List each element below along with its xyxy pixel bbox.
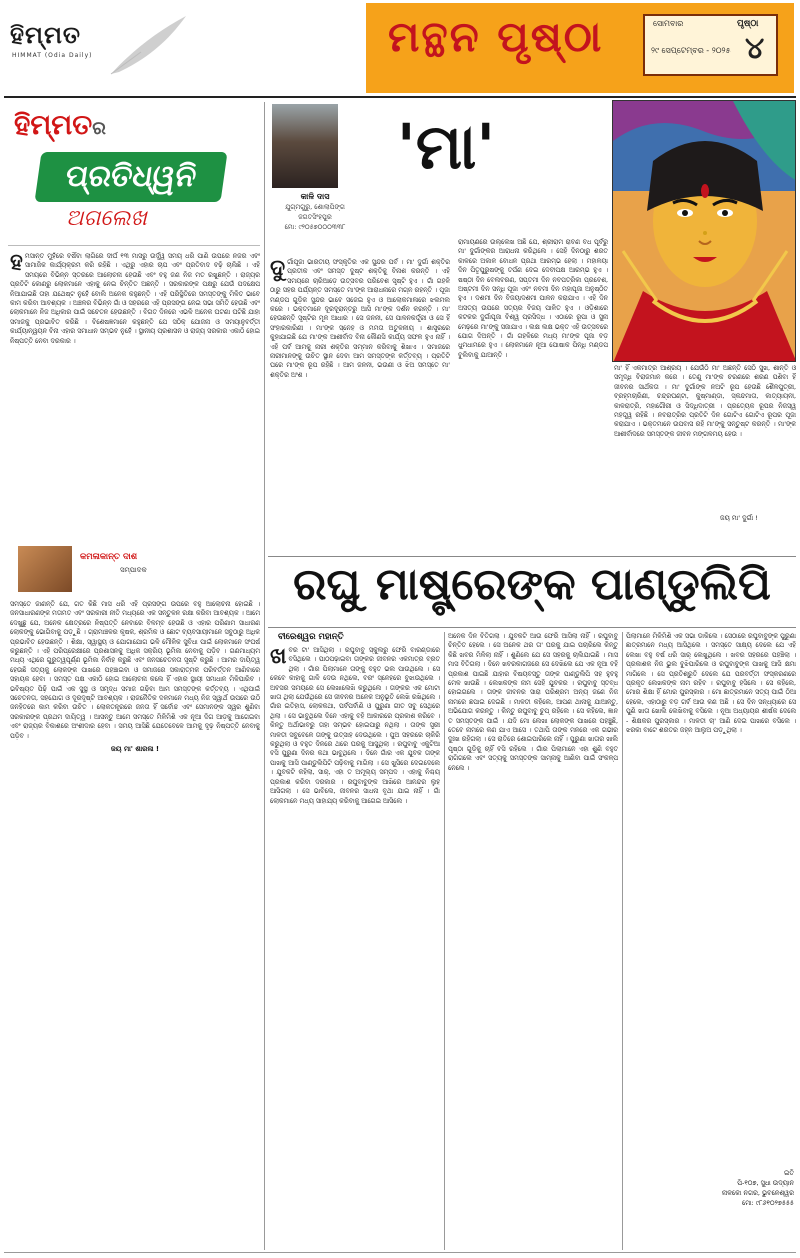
brand-pratidhwani: ପ୍ରତିଧ୍ୱନି xyxy=(34,152,227,202)
logo-subtitle: HIMMAT (Odia Daily) xyxy=(12,52,93,59)
editorial-paragraph-1: ମସାନ୍ତ ମୁହଁରେ ବର୍ଷିବା ଲାଗିରେ ଦୀର୍ଘ ୧୩ ମାସରୁ ଉର୍ଦ୍ଧ୍ୱ ସମୟ ଧରି ପାଣି ଉପରେ ନଜର ଏବଂ ସାମାଜିକ କାର୍ଯ୍ୟକ୍ରମ କରି ରହିଛି । ଏଥିରୁ ଏହାର ଚାପ ଏବଂ ପ୍ରତିବାଦ ବଢ଼ି ଚାଲିଛି । ଏହି ସମୟରେ ବିଭିନ୍ନ ସ୍ତରରେ ଆଲୋଚନା ହେଉଛି ଏବଂ ବହୁ ଜଣ ନିଜ ମତ ରଖୁଛନ୍ତି । ରାଜ୍ୟର ପ୍ରତିଟି କୋଣରୁ ଲୋକମାନେ ଏହାକୁ ନେଇ ଚିନ୍ତିତ ଅଛନ୍ତି । ସରକାରଙ୍କ ପକ୍ଷରୁ ଯେଉଁ ପଦକ୍ଷେପ ନିଆଯାଇଛି ତାହା ଯଥେଷ୍ଟ ନୁହେଁ ବୋଲି ଅନେକ କହୁଛନ୍ତି । ଏହି ପରିସ୍ଥିତିରେ ସମସ୍ତଙ୍କୁ ମିଳିତ ଭାବେ କାମ କରିବା ଆବଶ୍ୟକ । ଅଞ୍ଚଳର ବିଭିନ୍ନ ଗାଁ ଓ ସହରରେ ଏହି ପ୍ରସଙ୍ଗ ନେଇ ସଭା ସମିତି ହେଉଛି ଏବଂ ଲୋକମାନେ ନିଜ ଅଧିକାର ପାଇଁ ସଚେତନ ହେଉଛନ୍ତି । ବିଗତ ଦିନରେ ଏଭଳି ଅନେକ ଘଟଣା ଘଟିଛି ଯାହା ସମାଜକୁ ପ୍ରଭାବିତ କରିଛି । ବିଶେଷଜ୍ଞମାନେ କହୁଛନ୍ତି ଯେ ସଠିକ୍ ଯୋଜନା ଓ ସମୟାନୁବର୍ତ୍ତୀ କାର୍ଯ୍ୟାନ୍ୱୟନ ବିନା ଏହାର ସମାଧାନ ସମ୍ଭବ ନୁହେଁ । ସ୍ଥାନୀୟ ପ୍ରଶାସନ ଓ ରାଜ୍ୟ ସରକାର ଏକାଠି ହୋଇ ନିଷ୍ପତ୍ତି ନେବା ଦରକାର । xyxy=(10,252,260,345)
page-number: ୪ xyxy=(745,31,765,66)
feature-column-2 xyxy=(458,238,608,502)
page-title: ମନ୍ଥନ ପୃଷ୍ଠା xyxy=(388,12,604,61)
goddess-painting xyxy=(613,101,796,362)
story-column-3 xyxy=(626,632,796,1156)
story-title-band xyxy=(268,556,796,628)
date-box xyxy=(643,14,778,76)
feature-author-name: କାଳି ଦାସ xyxy=(300,192,330,201)
feature-author-role1: ଯୁଗ୍ମଗୁରୁ, ଶୋଲାପିଙ୍ଗ xyxy=(285,203,345,211)
story-address-line1: ପି-୧୦୭, ସୁଧା ଉଦ୍ୟାନ xyxy=(737,1179,794,1187)
feature-text-3: ମା' ହିଁ ଏକମାତ୍ର ଆଶ୍ରୟ । ଯେଉଁଠି ମା' ଅଛନ୍ତି ସେଠି ସୁଖ, ଶାନ୍ତି ଓ ସମୃଦ୍ଧି ବିରାଜମାନ କରେ । ତେଣୁ ମା'ଙ୍କ ଚରଣରେ ଶରଣ ପଶିବା ହିଁ ଜୀବନର ସାର୍ଥକତା । ମା' ଦୁର୍ଗାଙ୍କ ନଅଟି ରୂପ ହେଉଛି ଶୈଳପୁତ୍ରୀ, ବ୍ରହ୍ମଚାରିଣୀ, ଚନ୍ଦ୍ରଘଣ୍ଟା, କୁଷ୍ମାଣ୍ଡା, ସ୍କନ୍ଦମାତା, କାତ୍ୟାୟନୀ, କାଳରାତ୍ରି, ମହାଗୌରୀ ଓ ସିଦ୍ଧିଦାତ୍ରୀ । ପ୍ରତ୍ୟେକ ରୂପର ନିଜସ୍ୱ ମହତ୍ତ୍ୱ ରହିଛି । ନବରାତ୍ରିର ପ୍ରତିଟି ଦିନ ଗୋଟିଏ ଗୋଟିଏ ରୂପର ପୂଜା କରାଯାଏ । ଭକ୍ତମାନେ ଉପବାସ ରହି ମା'ଙ୍କୁ ସନ୍ତୁଷ୍ଟ କରନ୍ତି । ମା'ଙ୍କ ଆଶୀର୍ବାଦରେ ସମସ୍ତଙ୍କ ଜୀବନ ମଙ୍ଗଳମୟ ହେଉ । xyxy=(614,364,796,438)
story-address-line2: ନାଳକୋ ନଗର, ଭୁବନେଶ୍ୱର xyxy=(721,1189,794,1197)
editorial-paragraph-2: ସମସ୍ତେ ଜାଣନ୍ତି ଯେ, ଗତ କିଛି ମାସ ଧରି ଏହି ପ୍ରସଙ୍ଗ ଉପରେ ବହୁ ଆଲୋଚନା ହୋଇଛି । ଜନସାଧାରଣଙ୍କ ମତାମତ ଏବଂ ସରକାରୀ ନୀତି ମଧ୍ୟରେ ଏକ ସନ୍ତୁଳନ ରକ୍ଷା କରିବା ଆବଶ୍ୟକ । ଆମେ ଦେଖୁଛୁ ଯେ, ଅନେକ କ୍ଷେତ୍ରରେ ନିଷ୍ପତ୍ତି ନେବାରେ ବିଳମ୍ବ ହେଉଛି ଓ ଏହାର ପରିଣାମ ସାଧାରଣ ଲୋକଙ୍କୁ ଭୋଗିବାକୁ ପଡ଼ୁଛି । ଗ୍ରାମାଞ୍ଚଳର କୃଷକ, ଶ୍ରମିକ ଓ ଛୋଟ ବ୍ୟବସାୟୀମାନେ ସବୁଠାରୁ ଅଧିକ ପ୍ରଭାବିତ ହେଉଛନ୍ତି । ଶିକ୍ଷା, ସ୍ୱାସ୍ଥ୍ୟ ଓ ଯୋଗାଯୋଗ ଭଳି ମୌଳିକ ସୁବିଧା ପାଇଁ ଲୋକମାନେ ସଂଘର୍ଷ କରୁଛନ୍ତି । ଏହି ପରିପ୍ରେକ୍ଷୀରେ ପ୍ରଶାସନକୁ ଅଧିକ ସକ୍ରିୟ ଭୂମିକା ନେବାକୁ ପଡ଼ିବ । ଗଣମାଧ୍ୟମ ମଧ୍ୟ ଏଥିରେ ଗୁରୁତ୍ୱପୂର୍ଣ୍ଣ ଭୂମିକା ନିର୍ବାହ କରୁଛି ଏବଂ ଜନସଚେତନତା ସୃଷ୍ଟି କରୁଛି । ଆମର ଦାୟିତ୍ୱ ହେଉଛି ସତ୍ୟକୁ ଲୋକଙ୍କ ପାଖରେ ପହଞ୍ଚାଇବା ଓ ସମାଜରେ ସକାରାତ୍ମକ ପରିବର୍ତ୍ତନ ଆଣିବାରେ ସହାୟକ ହେବା । ସମସ୍ତ ପକ୍ଷ ଏକାଠି ହୋଇ ଆଲୋଚନା କଲେ ହିଁ ଏହାର ସ୍ଥାୟୀ ସମାଧାନ ମିଳିପାରିବ । ଭବିଷ୍ୟତ ପିଢ଼ି ପାଇଁ ଏକ ସୁସ୍ଥ ଓ ସମୃଦ୍ଧ ସମାଜ ଗଢ଼ିବା ଆମ ସମସ୍ତଙ୍କ କର୍ତ୍ତବ୍ୟ । ଏଥିପାଇଁ ସଚେତନତା, ସହଯୋଗ ଓ ଦୂରଦୃଷ୍ଟି ଆବଶ୍ୟକ । ରାଜନୈତିକ ଦଳମାନେ ମଧ୍ୟ ନିଜ ସ୍ୱାର୍ଥ ଉପରେ ଉଠି ଜନହିତରେ କାମ କରିବା ଉଚିତ । ଲୋକତନ୍ତ୍ରରେ ଜନତା ହିଁ ସର୍ବୋଚ୍ଚ ଏବଂ ସେମାନଙ୍କ ସ୍ୱର ଶୁଣିବା ସରକାରଙ୍କ ପ୍ରଥମ ଦାୟିତ୍ୱ । ଆସନ୍ତୁ ଆମେ ସମସ୍ତେ ମିଳିମିଶି ଏକ ନୂଆ ଦିଗ ଆଡ଼କୁ ଆଗେଇବା ଏବଂ ରାଜ୍ୟର ବିକାଶରେ ଅଂଶୀଦାର ହେବା । ସମୟ ଆସିଛି ଯେତେବେଳେ ଆମକୁ ଦୃଢ଼ ନିଷ୍ପତ୍ତି ନେବାକୁ ପଡ଼ିବ । xyxy=(10,600,260,740)
masthead xyxy=(0,0,800,96)
story-divider-1 xyxy=(444,632,445,1250)
feature-dropcap: ଦୁ xyxy=(270,258,286,281)
story-author: ବୀରେଶ୍ୱର ମହାନ୍ତି xyxy=(278,632,344,642)
feature-signoff: ଜୟ ମା' ଦୁର୍ଗା ! xyxy=(720,514,758,522)
feature-byline xyxy=(270,192,360,232)
story-dropcap: ଖ xyxy=(270,646,287,669)
footer-rule xyxy=(4,1252,796,1253)
story-phone: ମୋ: ୯୮୬୧୦୨୭୫୫୫ xyxy=(741,1199,794,1207)
dropcap: ହ xyxy=(10,252,23,275)
story-title: ରଘୁ ମାଷ୍ଟ୍ରେଙ୍କ ପାଣ୍ଡୁଲିପି xyxy=(293,559,771,610)
story-divider-2 xyxy=(622,632,623,1250)
story-column-1 xyxy=(270,646,440,1252)
editor-byline xyxy=(10,542,260,594)
editor-name: କମଳାକାନ୍ତ ଦାଶ xyxy=(80,552,138,562)
quill-pen-icon xyxy=(101,12,191,82)
page-label: ପୃଷ୍ଠା xyxy=(737,19,759,29)
column-divider xyxy=(264,102,265,1250)
feature-text-1: ର୍ଗାପୂଜା ଭାରତୀୟ ସଂସ୍କୃତିର ଏକ ସୁନ୍ଦର ପର୍ବ । ମା' ଦୁର୍ଗା ଶକ୍ତିର ପ୍ରତୀକ ଏବଂ ସମସ୍ତ ଦୁଷ୍ଟ ଶକ୍ତିକୁ ବିନାଶ କରନ୍ତି । ଏହି ସମୟରେ ଚାରିଆଡ଼େ ଉତ୍ସବର ପରିବେଶ ସୃଷ୍ଟି ହୁଏ । ଗାଁ ଗହଳି ଠାରୁ ସହର ପର୍ଯ୍ୟନ୍ତ ସମସ୍ତେ ମା'ଙ୍କ ଆରାଧନାରେ ମଗ୍ନ ରହନ୍ତି । ପୂଜା ମଣ୍ଡପ ଗୁଡ଼ିକ ସୁନ୍ଦର ଭାବେ ସଜେଇ ହୁଏ ଓ ଆଲୋକମାଳାରେ ଝଲମଲ କରେ । ଭକ୍ତମାନେ ଦୂରଦୂରାନ୍ତରୁ ଆସି ମା'ଙ୍କ ଦର୍ଶନ କରନ୍ତି । ମା' ହେଉଛନ୍ତି ସୃଷ୍ଟିର ମୂଳ ଆଧାର । ସେ ଜନନୀ, ସେ ପାଳନକର୍ତ୍ତ୍ରୀ ଓ ସେ ହିଁ ସଂହାରକାରିଣୀ । ମା'ଙ୍କ ସ୍ନେହ ଓ ମମତା ଅତୁଳନୀୟ । ଶାସ୍ତ୍ରରେ କୁହାଯାଇଛି ଯେ ମା'ଙ୍କ ଆଶୀର୍ବାଦ ବିନା କୌଣସି କାର୍ଯ୍ୟ ସଫଳ ହୁଏ ନାହିଁ । ଏହି ପର୍ବ ଆମକୁ ନାରୀ ଶକ୍ତିର ସମ୍ମାନ କରିବାକୁ ଶିଖାଏ । ସମାଜରେ ନାରୀମାନଙ୍କୁ ଉଚିତ ସ୍ଥାନ ଦେବା ଆମ ସମସ୍ତଙ୍କ କର୍ତ୍ତବ୍ୟ । ପ୍ରତିଟି ଘରେ ମା'ଙ୍କ ରୂପ ରହିଛି । ଆମ ଜନନୀ, ଭଉଣୀ ଓ ଝିଅ ସମସ୍ତେ ମା' ଶକ୍ତିର ଅଂଶ । xyxy=(270,258,450,379)
feature-title: 'ମା' xyxy=(396,110,496,183)
feature-column-3 xyxy=(614,364,796,540)
feature-column-1 xyxy=(270,258,450,506)
column-brand xyxy=(8,104,260,246)
story-column-2 xyxy=(448,632,618,1250)
story-signoff xyxy=(626,1168,794,1208)
feature-author-phone: ମୋ: ୯୨୦୫୭୦୦୦୩୩୮ xyxy=(284,223,346,231)
story-end-mark: ଇତି xyxy=(783,1169,794,1177)
logo-wordmark: ହିମ୍ମତ xyxy=(10,20,82,49)
feature-text-2: ରାମାୟଣରେ ଉଲ୍ଲେଖ ଅଛି ଯେ, ଶ୍ରୀରାମ ରାବଣ ବଧ ପୂର୍ବରୁ ମା' ଦୁର୍ଗାଙ୍କର ଆରାଧନା କରିଥିଲେ । ସେହି ଦିନଠାରୁ ଶରତ କାଳରେ ଅକାଳ ବୋଧନ ପ୍ରଥା ଆରମ୍ଭ ହେଲା । ମହାଳୟା ଦିନ ପିତୃପୁରୁଷଙ୍କୁ ତର୍ପଣ ଦେଇ ଦେବୀପକ୍ଷ ଆରମ୍ଭ ହୁଏ । ଷଷ୍ଠୀ ଦିନ ବେଲବରଣ, ସପ୍ତମୀ ଦିନ ନବପତ୍ରିକା ପ୍ରବେଶ, ଅଷ୍ଟମୀ ଦିନ ସନ୍ଧି ପୂଜା ଏବଂ ନବମୀ ଦିନ ମହାପୂଜା ଅନୁଷ୍ଠିତ ହୁଏ । ଦଶମୀ ଦିନ ବିଜୟାଦଶମୀ ପାଳନ କରାଯାଏ । ଏହି ଦିନ ଅସତ୍ୟ ଉପରେ ସତ୍ୟର ବିଜୟ ପାଳିତ ହୁଏ । ଓଡ଼ିଶାରେ କଟକର ଦୁର୍ଗାପୂଜା ବିଶ୍ୱ ପ୍ରସିଦ୍ଧ । ଏଠାରେ ରୂପା ଓ ସୁନା ମେଢ଼ରେ ମା'ଙ୍କୁ ସଜାଯାଏ । ଲକ୍ଷ ଲକ୍ଷ ଭକ୍ତ ଏହି ଉତ୍ସବରେ ଯୋଗ ଦିଅନ୍ତି । ଗାଁ ଗହଳିରେ ମଧ୍ୟ ମା'ଙ୍କ ପୂଜା ବଡ଼ ଧୁମଧାମରେ ହୁଏ । ଲୋକମାନେ ନୂଆ ପୋଷାକ ପିନ୍ଧି ମଣ୍ଡପ ବୁଲିବାକୁ ଯାଆନ୍ତି । xyxy=(458,238,608,359)
story-text-3: ପିଲାମାନେ ମିଳିମିଶି ଏକ ସଭା ଡାକିଲେ । ସେଠାରେ ରଘୁବାବୁଙ୍କ ପୁରୁଣା ଛାତ୍ରମାନେ ମଧ୍ୟ ଆସିଥିଲେ । ସମସ୍ତେ ସାକ୍ଷ୍ୟ ଦେଲେ ଯେ ଏହି ଲେଖା ବହୁ ବର୍ଷ ଧରି ସାର୍ ଲେଖୁଥିଲେ । ଖବର ସହରରେ ପହଞ୍ଚିଲା । ପ୍ରକାଶକ ନିଜ ଭୁଲ ବୁଝିପାରିଲେ ଓ ରଘୁବାବୁଙ୍କ ପାଖକୁ ଆସି କ୍ଷମା ମାଗିଲେ । ସେ ପ୍ରତିଶ୍ରୁତି ଦେଲେ ଯେ ପରବର୍ତ୍ତୀ ସଂସ୍କରଣରେ ପ୍ରକୃତ ଲେଖକଙ୍କ ନାମ ରହିବ । ରଘୁବାବୁ ହସିଲେ । ସେ କହିଲେ, ମୋର ଶିକ୍ଷା ହିଁ ମୋର ପୁରସ୍କାର । ମୋ ଛାତ୍ରମାନେ ସତ୍ୟ ପାଇଁ ଠିଆ ହେଲେ, ଏହାଠାରୁ ବଡ଼ ଗର୍ବ ଆଉ କଣ ଅଛି । ସେ ଦିନ ସନ୍ଧ୍ୟାରେ ସେ ପୁଣି ଖାତା ଖୋଲି ଲେଖିବାକୁ ବସିଲେ । ନୂଆ ଅଧ୍ୟାୟର ଶୀର୍ଷକ ଦେଲେ - ଶିକ୍ଷକର ପୁରସ୍କାର । ମାଳତୀ ଚା' ଆଣି ଦେଇ ପାଖରେ ବସିଲେ । ଝରକା ବାଟେ ଶରତର ଜହ୍ନ ଆଲୁଅ ପଡ଼ୁଥିଲା । xyxy=(626,632,796,735)
issue-date: ୨୯ ସେପ୍ଟେମ୍ବର - ୨୦୨୫ xyxy=(651,46,731,55)
story-text-2: ଅନେକ ଦିନ ବିତିଗଲା । ଯୁବକଟି ଆଉ ଫେରି ଆସିଲା ନାହିଁ । ରଘୁବାବୁ ଚିନ୍ତିତ ହେଲେ । ସେ ଅନେକ ଥର ତା' ଘରକୁ ଯାଇ ପଚାରିଲେ କିନ୍ତୁ କିଛି ଖବର ମିଳିଲା ନାହିଁ । ଶୁଣିଲେ ଯେ ସେ ସହରକୁ ଚାଲିଯାଇଛି । ମାସ ମାସ ବିତିଗଲା । ଦିନେ ଖବରକାଗଜରେ ସେ ଦେଖିଲେ ଯେ ଏକ ନୂଆ ବହି ପ୍ରକାଶ ପାଇଛି ଯାହାର ବିଷୟବସ୍ତୁ ତାଙ୍କ ପାଣ୍ଡୁଲିପି ସହ ହୁବହୁ ମେଳ ଖାଉଛି । ଲେଖକଙ୍କ ନାମ ସେହି ଯୁବକର । ରଘୁବାବୁ ସ୍ତବ୍ଧ ହୋଇଗଲେ । ତାଙ୍କ ଜୀବନର ସାରା ପରିଶ୍ରମ ଅନ୍ୟ ଜଣେ ନିଜ ନାମରେ ଛପାଇ ଦେଇଛି । ମାଳତୀ କହିଲେ, ଆପଣ ଥାନାକୁ ଯାଆନ୍ତୁ, ଅଭିଯୋଗ କରନ୍ତୁ । କିନ୍ତୁ ରଘୁବାବୁ ଚୁପ୍ ରହିଲେ । ସେ କହିଲେ, ଜ୍ଞାନ ତ ସମସ୍ତଙ୍କ ପାଇଁ । ଯଦି ମୋ ଲେଖା ଲୋକଙ୍କ ପାଖରେ ପହଞ୍ଚୁଛି, ତେବେ ନାମରେ କଣ ଯାଏ ଆସେ । ତଥାପି ତାଙ୍କ ମନରେ ଏକ ଗଭୀର ଦୁଃଖ ରହିଗଲା । ସେ ରାତିରେ ଶୋଇପାରିଲେ ନାହିଁ । ପୁରୁଣା ଖାତାର ଖାଲି ପୃଷ୍ଠା ଗୁଡ଼ିକୁ ଚାହିଁ ବସି ରହିଲେ । ଗାଁର ପିଲାମାନେ ଏହା ଶୁଣି ବହୁତ ରାଗିଗଲେ ଏବଂ ସତ୍ୟକୁ ସମସ୍ତଙ୍କ ସାମ୍ନାକୁ ଆଣିବା ପାଇଁ ସଂକଳ୍ପ ନେଲେ । xyxy=(448,632,618,772)
brand-agralekha: ଅଗଲେଖ xyxy=(66,206,147,231)
editor-photo xyxy=(18,546,72,592)
editorial-signoff: ଜୟ ମା' ଶାରଳା ! xyxy=(110,745,160,754)
brand-himmat: ହିମ୍ମତର xyxy=(14,108,106,141)
goddess-durga-illustration xyxy=(612,100,796,362)
feature-author-role2: ଜଗତସିଂହପୁର xyxy=(298,213,332,221)
newspaper-logo[interactable] xyxy=(6,8,196,88)
editorial-text-bottom xyxy=(10,600,260,1250)
editor-role: ସମ୍ପାଦକ xyxy=(120,566,147,574)
feature-author-photo xyxy=(272,104,338,188)
story-text-1: ବର ଟା' ଆସିଥିଲା । ରଘୁବାବୁ ସ୍କୁଲରୁ ଫେରି ବାରଣ୍ଡାରେ ବସିଥିଲେ । ପାଠପଢ଼ାଇବା ତାଙ୍କର ଜୀବନର ଏକମାତ୍ର ବ୍ରତ ଥିଲା । ଗାଁର ପିଲାମାନେ ତାଙ୍କୁ ବହୁତ ଭଲ ପାଉଥିଲେ । ସେ କେବେ କାହାକୁ ଗାଳି ଦେଉ ନଥିଲେ, ବରଂ ସ୍ନେହରେ ବୁଝାଉଥିଲେ । ଅବସର ସମୟରେ ସେ ଲେଖାଲେଖି କରୁଥିଲେ । ତାଙ୍କର ଏକ ମୋଟା ଖାତା ଥିଲା ଯେଉଁଥିରେ ସେ ଜୀବନର ଅନେକ ଅନୁଭୂତି ଲେଖି ରଖିଥିଲେ । ଗାଁର ଇତିହାସ, ଲୋକକଥା, ପର୍ବପର୍ବାଣି ଓ ପୁରୁଣା ଗୀତ ସବୁ ସେଥିରେ ଥିଲା । ସେ ଭାବୁଥିଲେ ଦିନେ ଏହାକୁ ବହି ଆକାରରେ ପ୍ରକାଶ କରିବେ । କିନ୍ତୁ ଅର୍ଥାଭାବରୁ ତାହା ସମ୍ଭବ ହୋଇପାରୁ ନଥିଲା । ତାଙ୍କ ସ୍ତ୍ରୀ ମାଳତୀ ସବୁବେଳେ ତାଙ୍କୁ ଉତ୍ସାହ ଦେଉଥିଲେ । ପୁଅ ସହରରେ ଚାକିରି କରୁଥିଲା ଓ ବହୁତ ଦିନରେ ଥରେ ଘରକୁ ଆସୁଥିଲା । ରଘୁବାବୁ ଏକୁଟିଆ ବସି ପୁରୁଣା ଦିନର କଥା ଭାବୁଥିଲେ । ଦିନେ ଗାଁର ଏକ ଯୁବକ ତାଙ୍କ ପାଖକୁ ଆସି ପାଣ୍ଡୁଲିପିଟି ପଢ଼ିବାକୁ ମାଗିଲା । ସେ ଖୁସିରେ ଦେଇଦେଲେ । ଯୁବକଟି କହିଲା, ସାର୍, ଏହା ତ ଅମୂଲ୍ୟ ସମ୍ପଦ । ଏହାକୁ ନିଶ୍ଚୟ ପ୍ରକାଶ କରିବା ଦରକାର । ରଘୁବାବୁଙ୍କ ଆଖିରେ ଆନନ୍ଦର ଲୁହ ଆସିଗଲା । ସେ ଭାବିଲେ, ଜୀବନର ସାଧନା ବୃଥା ଯାଇ ନାହିଁ । ଗାଁ ଲୋକମାନେ ମଧ୍ୟ ସାହାଯ୍ୟ କରିବାକୁ ଆଗେଇ ଆସିଲେ । xyxy=(270,646,440,805)
weekday: ସୋମବାର xyxy=(653,19,684,28)
header-rule xyxy=(4,96,796,98)
